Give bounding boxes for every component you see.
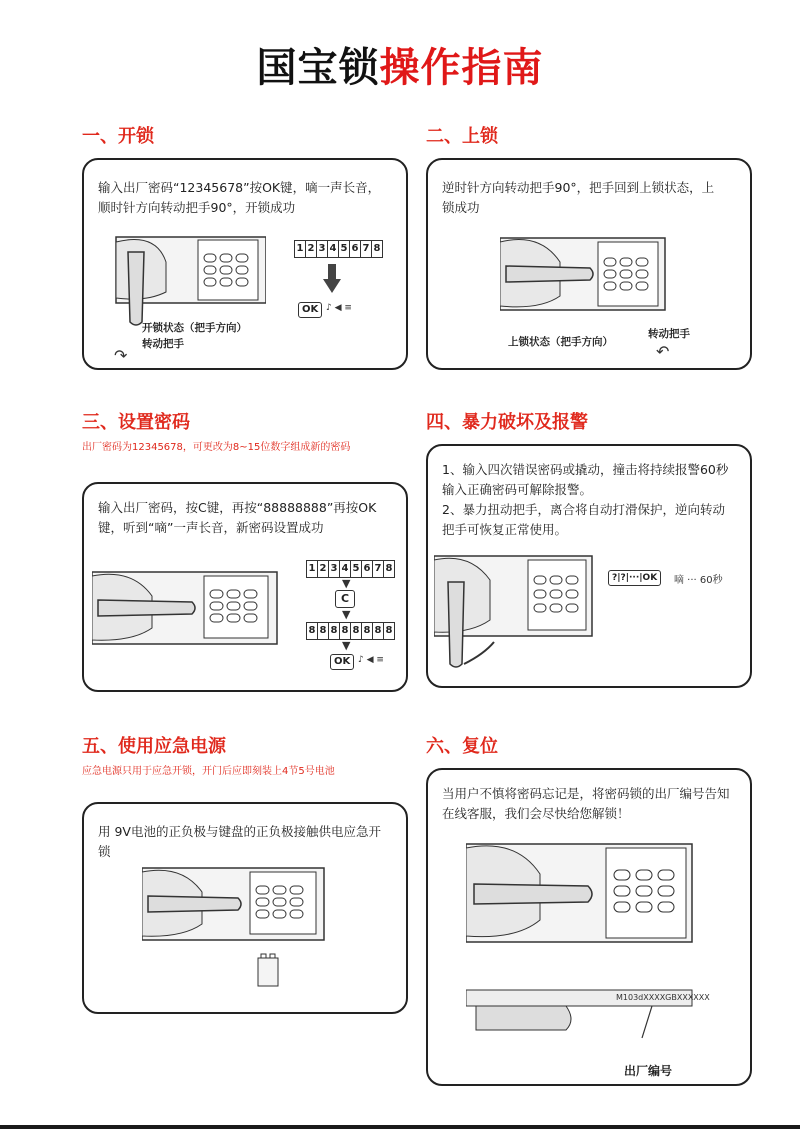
digit: 5 bbox=[351, 561, 362, 577]
serial-number: M103dXXXXGBXXXXXX bbox=[616, 993, 710, 1002]
caption-open-state: 开锁状态（把手方向） bbox=[142, 322, 247, 334]
down-arrow-icon: ▼ bbox=[342, 639, 351, 652]
ok-button: OK bbox=[298, 302, 322, 318]
lock-illustration bbox=[142, 866, 332, 946]
ok-button: OK bbox=[330, 654, 354, 670]
caption-lock-state: 上锁状态（把手方向） bbox=[508, 336, 613, 348]
digit: 8 bbox=[351, 623, 362, 639]
section-5-heading: 五、使用应急电源 bbox=[82, 736, 226, 757]
lock-illustration bbox=[106, 232, 266, 332]
section-2-text: 逆时针方向转动把手90°，把手回到上锁状态，上锁成功 bbox=[442, 180, 715, 215]
section-4-heading: 四、暴力破坏及报警 bbox=[426, 412, 588, 433]
section-1-box bbox=[82, 158, 408, 370]
lock-illustration bbox=[434, 554, 594, 674]
digit: 1 bbox=[307, 561, 318, 577]
digit-display-new bbox=[306, 622, 395, 640]
battery-icon bbox=[256, 952, 280, 988]
title-black: 国宝锁 bbox=[256, 45, 380, 91]
digit-display bbox=[294, 240, 383, 258]
digit: 8 bbox=[385, 625, 393, 636]
arrow-stem bbox=[328, 264, 336, 280]
alarm-text: 嘀 ··· 60秒 bbox=[674, 575, 723, 586]
section-6-text: 当用户不慎将密码忘记是，将密码锁的出厂编号告知在线客服，我们会尽快给您解锁！ bbox=[442, 786, 730, 821]
caption-turn-handle: 转动把手 bbox=[648, 328, 690, 340]
section-4-text-2: 2、暴力扭动把手，离合将自动打滑保护，逆向转动把手可恢复正常使用。 bbox=[442, 502, 725, 537]
down-arrow-icon bbox=[323, 279, 341, 293]
digit: 5 bbox=[339, 241, 350, 257]
digit: 3 bbox=[329, 561, 340, 577]
digit: 8 bbox=[307, 623, 318, 639]
digit: 3 bbox=[317, 241, 328, 257]
section-5-box bbox=[82, 802, 408, 1014]
rotate-arrow-icon: ↷ bbox=[114, 346, 128, 365]
section-1-text: 输入出厂密码“12345678”按OK键，嘀一声长音，顺时针方向转动把手90°，开锁成功 bbox=[98, 180, 381, 215]
section-1-heading: 一、开锁 bbox=[82, 126, 154, 147]
title-red: 操作指南 bbox=[379, 45, 544, 91]
digit: 1 bbox=[295, 241, 306, 257]
digit: 6 bbox=[362, 561, 373, 577]
digit: 8 bbox=[373, 243, 381, 254]
digit: 8 bbox=[329, 623, 340, 639]
lock-illustration bbox=[466, 840, 696, 950]
caption-turn-handle: 转动把手 bbox=[142, 338, 184, 350]
c-button: C bbox=[335, 590, 355, 608]
section-3-sub: 出厂密码为12345678，可更改为8~15位数字组成新的密码 bbox=[82, 442, 351, 453]
digit: 2 bbox=[306, 241, 317, 257]
beep-icon: ♪ ◀ ≡ bbox=[326, 303, 352, 313]
down-arrow-icon: ▼ bbox=[342, 608, 351, 621]
section-2-heading: 二、上锁 bbox=[426, 126, 498, 147]
section-4-text-1: 1、输入四次错误密码或撬动，撞击将持续报警60秒输入正确密码可解除报警。 bbox=[442, 462, 729, 497]
digit: 8 bbox=[385, 563, 393, 574]
down-arrow-icon: ▼ bbox=[342, 577, 351, 590]
page-title bbox=[0, 36, 800, 93]
digit-display bbox=[306, 560, 395, 578]
digit: 8 bbox=[373, 623, 384, 639]
rotate-arrow-icon: ↶ bbox=[656, 342, 670, 361]
section-3-text: 输入出厂密码，按C键，再按“88888888”再按OK键，听到“嘀”一声长音，新密码设置成功 bbox=[98, 500, 377, 535]
section-2-box bbox=[426, 158, 752, 370]
digit: 4 bbox=[340, 561, 351, 577]
beep-icon: ♪ ◀ ≡ bbox=[358, 655, 384, 665]
section-3-box bbox=[82, 482, 408, 692]
digit: 8 bbox=[318, 623, 329, 639]
section-3-heading: 三、设置密码 bbox=[82, 412, 190, 433]
lock-illustration bbox=[500, 234, 670, 324]
digit: 7 bbox=[361, 241, 372, 257]
digit: 8 bbox=[362, 623, 373, 639]
digit: 7 bbox=[373, 561, 384, 577]
bottom-rule bbox=[0, 1125, 800, 1129]
digit: 8 bbox=[340, 623, 351, 639]
section-5-sub: 应急电源只用于应急开锁，开门后应即刻装上4节5号电池 bbox=[82, 766, 335, 777]
section-5-text: 用 9V电池的正负极与键盘的正负极接触供电应急开锁 bbox=[98, 824, 381, 859]
lock-illustration bbox=[92, 570, 282, 650]
section-6-box bbox=[426, 768, 752, 1086]
lock-side-view bbox=[466, 980, 696, 1040]
digit: 2 bbox=[318, 561, 329, 577]
alarm-code-display: ?|?|···|OK bbox=[608, 570, 661, 586]
section-4-box bbox=[426, 444, 752, 688]
digit: 4 bbox=[328, 241, 339, 257]
caption-serial: 出厂编号 bbox=[624, 1064, 673, 1078]
digit: 6 bbox=[350, 241, 361, 257]
section-6-heading: 六、复位 bbox=[426, 736, 498, 757]
